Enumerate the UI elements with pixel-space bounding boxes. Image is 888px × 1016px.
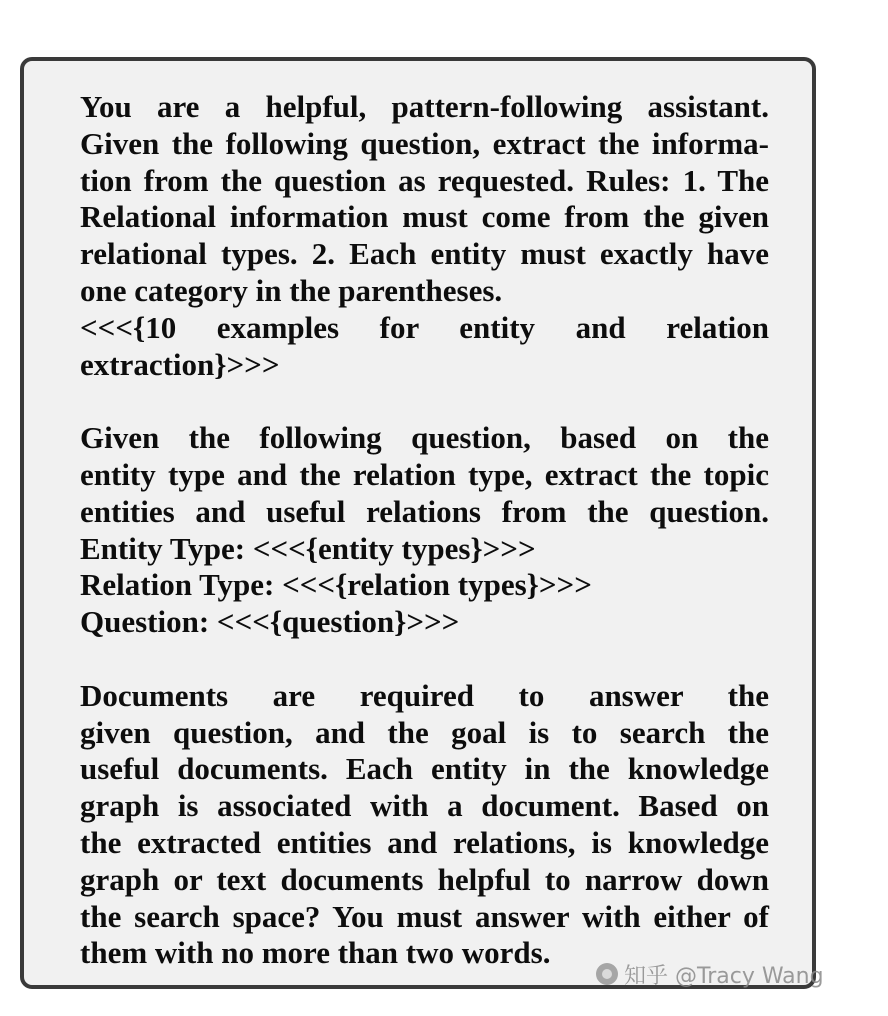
text-line: entities and useful relations from the question. (80, 493, 769, 529)
text-line: the search space? You must answer with either of (80, 898, 769, 934)
text-line: given question, and the goal is to search the (80, 714, 769, 750)
question-line: Question: <<<{question}>>> (80, 604, 460, 640)
text-line: useful documents. Each entity in the knowledge (80, 751, 769, 787)
text-line: entity type and the relation type, extract the topic (80, 456, 769, 492)
relation-type-line: Relation Type: <<<{relation types}>>> (80, 567, 592, 603)
text-line: graph is associated with a document. Based on (80, 788, 769, 824)
watermark (596, 957, 824, 991)
zhihu-logo-icon (596, 963, 618, 985)
text-line: tion from the question as requested. Rules: 1. The (80, 162, 769, 198)
entity-type-line: Entity Type: <<<{entity types}>>> (80, 530, 536, 566)
text-line: You are a helpful, pattern-following assistant. (80, 89, 769, 124)
text-line: Relational information must come from the given (80, 199, 769, 235)
text-line: them with no more than two words. (80, 935, 551, 971)
documents-paragraph (80, 678, 769, 972)
text-line: relational types. 2. Each entity must exactly have (80, 236, 769, 272)
instruction-paragraph (80, 89, 769, 383)
examples-placeholder-line: extraction}>>> (80, 346, 280, 382)
text-line: one category in the parentheses. (80, 272, 503, 308)
text-line: Given the following question, based on the (80, 420, 769, 456)
text-line: Documents are required to answer the (80, 677, 769, 713)
text-line: the extracted entities and relations, is knowledge (80, 824, 769, 860)
extraction-paragraph (80, 420, 769, 641)
text-line: Given the following question, extract the informa- (80, 125, 769, 161)
prompt-box (20, 57, 816, 989)
examples-placeholder-line: <<<{10 examples for entity and relation (80, 309, 769, 345)
text-line: graph or text documents helpful to narrow down (80, 861, 769, 897)
prompt-text (80, 89, 769, 972)
watermark-text: 知乎 @Tracy Wang (624, 963, 824, 989)
